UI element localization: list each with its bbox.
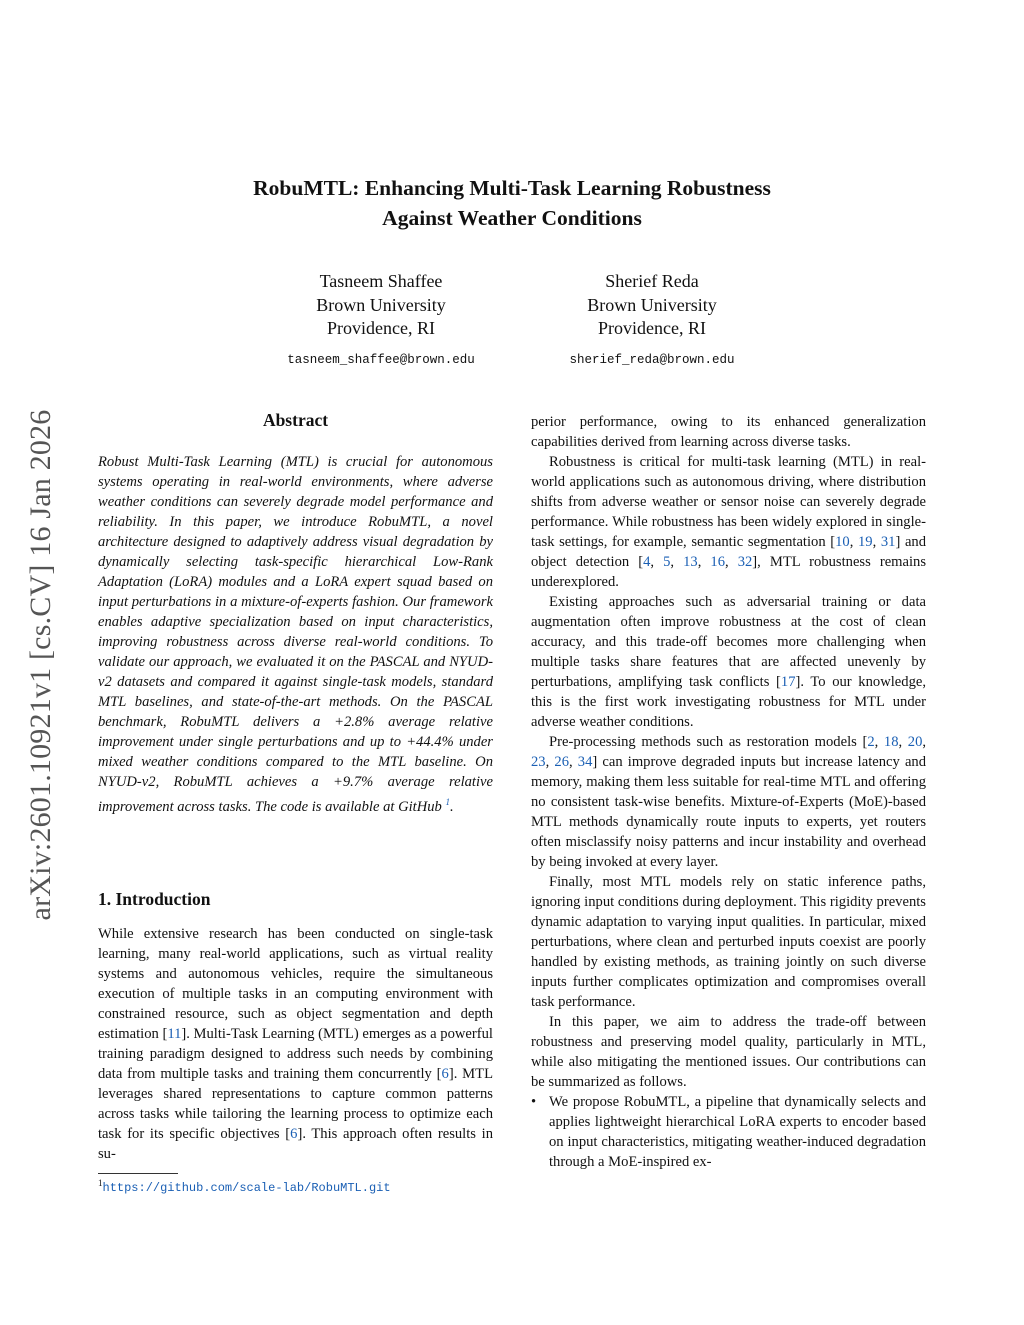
footnote [98, 1178, 391, 1195]
paragraph: Robustness is critical for multi-task learning (MTL) in real-world applications such as autonomous driving, where distribution shifts from adverse weather or sensor noise can severely degrade performance. While robustness has been widely explored in single-task settings, for example, semantic segmentation [10, 19, 31] and object detection [4, 5, 13, 16, 32], MTL robustness remains underexplored. [531, 454, 927, 590]
paragraph [531, 592, 926, 732]
citation-link[interactable]: 4 [643, 554, 651, 570]
citation-link[interactable]: 2 [867, 734, 875, 750]
paragraph: In this paper, we aim to address the trade-off between robustness and preserving model quality, particularly in MTL, while also mitigating the mentioned issues. Our contributions can be summarized as follows. [531, 1014, 926, 1090]
paragraph-text: Robustness is critical for multi-task learning (MTL) in real-world applications such as autonomous driving, where distribution shifts from adverse weather or sensor noise can severely degrade performance. While robustness has been widely explored in single-task settings, for example, semantic segmentation [ [531, 454, 926, 550]
author-email[interactable]: sherief_reda@brown.edu [569, 352, 735, 367]
citation-link[interactable]: 6 [441, 1066, 449, 1082]
citation-link[interactable]: 32 [737, 554, 753, 570]
citation-link[interactable]: 26 [554, 754, 569, 770]
citation-link[interactable]: 34 [577, 754, 593, 770]
author-location: Providence, RI [598, 318, 706, 338]
author-name: Tasneem Shaffee [319, 271, 443, 291]
citation-link[interactable]: 20 [907, 734, 923, 750]
citation-link[interactable]: 11 [167, 1026, 182, 1042]
title-line-2: Against Weather Conditions [382, 206, 642, 230]
citation-link[interactable]: 31 [880, 534, 896, 550]
abstract-heading: Abstract [262, 410, 329, 430]
arxiv-stamp: arXiv:2601.10921v1 [cs.CV] 16 Jan 2026 [24, 409, 57, 921]
citation-link[interactable]: 23 [531, 754, 546, 770]
intro-text: ]. This approach often results in su- [98, 1126, 493, 1162]
paper-title [0, 173, 1024, 233]
abstract-body [98, 452, 493, 817]
citation-link[interactable]: 19 [858, 534, 873, 550]
intro-body [98, 924, 493, 1164]
citation-link[interactable]: 17 [780, 674, 796, 690]
author-block-1 [231, 270, 531, 372]
abstract-text: Robust Multi-Task Learning (MTL) is crucial for autonomous systems operating in real-world environments, where adverse weather conditions can severely degrade model performance and reliability. In this paper, we introduce RobuMTL, a novel architecture designed to adaptively address visual degradation by dynamically selecting task-specific hierarchical Low-Rank Adaptation (LoRA) modules and a LoRA expert squad based on input perturbations in a mixture-of-experts fashion. Our framework enables adaptive specialization based on input characteristics, improving robustness across diverse real-world conditions. To validate our approach, we evaluated it on the PASCAL and NYUD-v2 datasets and compared it against single-task models, standard MTL baselines, and state-of-the-art methods. On the PASCAL benchmark, RobuMTL delivers a +2.8% average relative improvement under single perturbations and up to +44.4% under mixed weather conditions compared to the MTL baseline. On NYUD-v2, RobuMTL achieves a +9.7% average relative improvement across tasks. The code is available at GitHub [98, 454, 493, 815]
intro-text: ]. MTL leverages shared representations to capture common patterns across tasks while tailoring the learning process to optimize each task for its specific objectives [ [98, 1066, 493, 1142]
paragraph-text: ] can improve degraded inputs but increase latency and memory, making them less suitable for real-time MTL and offering no consistent task-wise benefits. Mixture-of-Experts (MoE)-based MTL methods dynamically route inputs to experts, yet routers often misclassify noisy patterns and incur instability and overhead by being invoked at every layer. [531, 754, 927, 870]
section-heading-introduction: 1. Introduction [98, 889, 211, 909]
citation-link[interactable]: 6 [290, 1126, 298, 1142]
footnote-rule [98, 1173, 178, 1174]
author-email[interactable]: tasneem_shaffee@brown.edu [287, 352, 475, 367]
footnote-link[interactable]: 1 [445, 797, 451, 807]
author-name: Sherief Reda [605, 271, 699, 291]
citation-link[interactable]: 18 [883, 734, 899, 750]
list-item-text: We propose RobuMTL, a pipeline that dynamically selects and applies lightweight hierarchical LoRA experts to encoder based on input characteristics, mitigating weather-induced degradation through a MoE-inspired ex- [549, 1094, 926, 1170]
paragraph-text: Pre-processing methods such as restoration models [ [549, 734, 868, 750]
footnote-mark: 1 [98, 1178, 103, 1188]
author-location: Providence, RI [327, 318, 435, 338]
paragraph-text: Existing approaches such as adversarial training or data augmentation often improve robustness at the cost of clean accuracy, and this trade-off becomes more challenging when multiple tasks share features that are affected unevenly by perturbations, amplifying task conflicts [ [531, 594, 926, 690]
paragraph: perior performance, owing to its enhanced generalization capabilities derived from learning across diverse tasks. [531, 414, 926, 450]
paragraph-text: ] and object detection [ [531, 534, 927, 570]
paragraph-text: ], MTL robustness remains underexplored. [531, 554, 927, 590]
author-block-2 [502, 270, 802, 372]
intro-text: While extensive research has been conducted on single-task learning, many real-world applications, such as virtual reality systems and autonomous vehicles, require the simultaneous execution of multiple tasks in an computing environment with constrained resource, such as object segmentation and depth estimation [ [98, 926, 493, 1042]
author-affiliation: Brown University [587, 294, 717, 315]
citation-link[interactable]: 16 [710, 554, 725, 570]
bullet-icon: • [531, 1094, 537, 1110]
citation-link[interactable]: 13 [683, 554, 698, 570]
paragraph: Finally, most MTL models rely on static inference paths, ignoring input conditions during deployment. This rigidity prevents dynamic adaptation to varying input qualities. In particular, mixed perturbations, where clean and perturbed inputs coexist are poorly handled by existing methods, as training jointly on such diverse inputs further complicates optimization and compromises overall task performance. [531, 874, 926, 1010]
intro-text: ]. Multi-Task Learning (MTL) emerges as a powerful training paradigm designed to address such needs by combining data from multiple tasks and training them concurrently [ [98, 1026, 493, 1082]
title-line-1: RobuMTL: Enhancing Multi-Task Learning Robustness [253, 176, 771, 200]
paragraph-text: ]. To our knowledge, this is the first work investigating robustness for MTL under adverse weather conditions. [531, 674, 926, 730]
right-column [531, 412, 926, 1172]
footnote-url[interactable]: https://github.com/scale-lab/RobuMTL.git [102, 1181, 391, 1195]
list-item [531, 1092, 926, 1172]
author-affiliation: Brown University [316, 294, 446, 315]
abstract-end: . [450, 798, 454, 815]
citation-link[interactable]: 5 [663, 554, 671, 570]
citation-link[interactable]: 10 [835, 534, 850, 550]
paragraph: Pre-processing methods such as restoration models [2, 18, 20, 23, 26, 34] can improve degraded inputs but increase latency and memory, making them less suitable for real-time MTL and offering no consistent task-wise benefits. Mixture-of-Experts (MoE)-based MTL methods dynamically route inputs to experts, yet routers often misclassify noisy patterns and incur instability and overhead by being invoked at every layer. [531, 734, 927, 870]
